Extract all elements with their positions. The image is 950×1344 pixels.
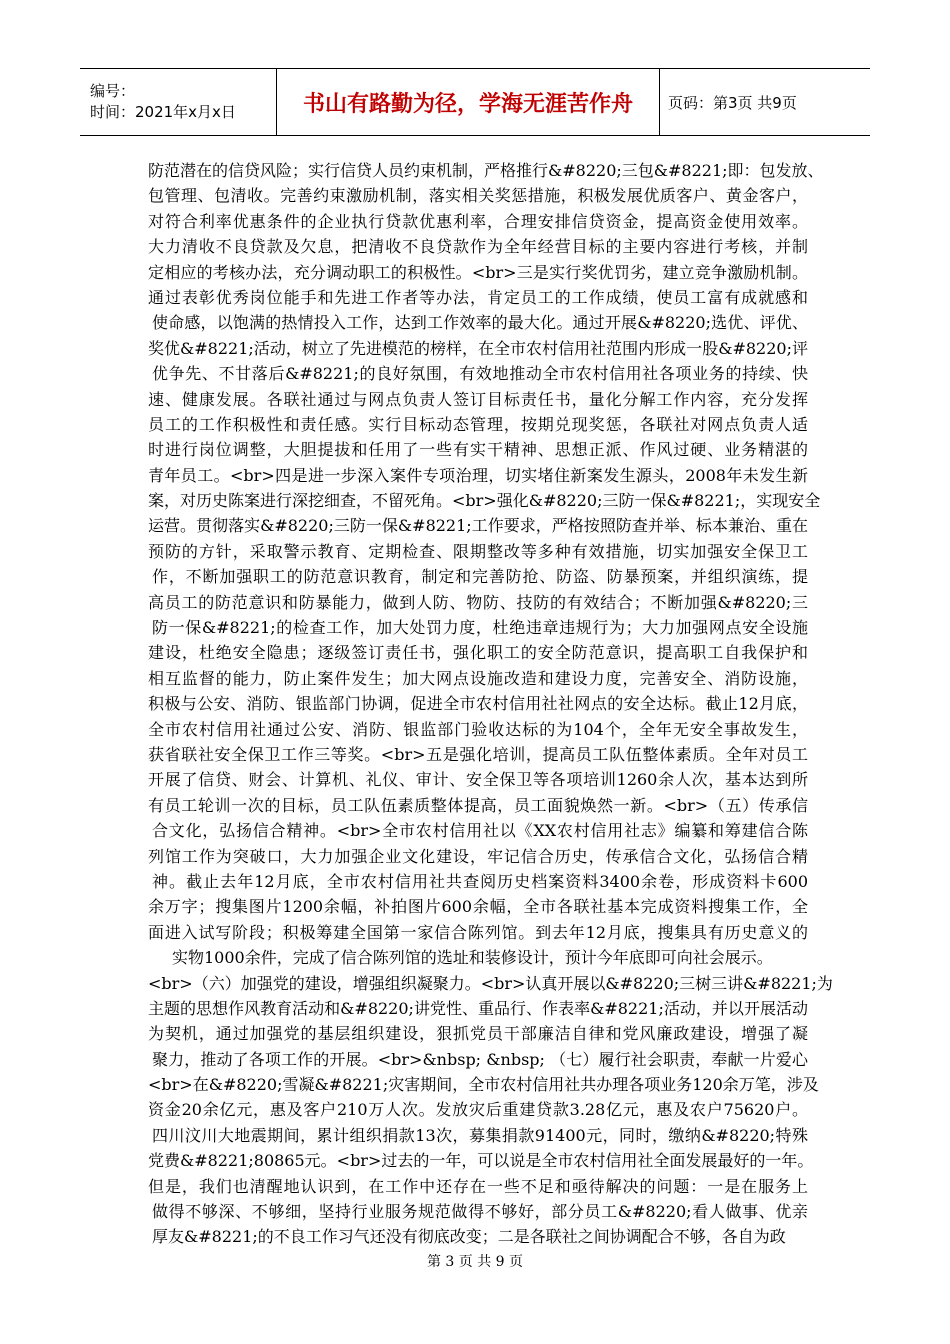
text-line: 包管理、包清收。完善约束激励机制，落实相关奖惩措施，积极发展优质客户、黄金客户， (148, 186, 808, 206)
text-line: 优争先、不甘落后&#8221;的良好氛围，有效地推动全市农村信用社各项业务的持续、快 (152, 364, 808, 384)
text-line: 建设，杜绝安全隐患；逐级签订责任书，强化职工的安全防范意识，提高职工自我保护和 (148, 643, 808, 663)
text-line: 聚力，推动了各项工作的开展。<br>&nbsp; &nbsp; （七）履行社会职责，奉献一片爱心 (152, 1049, 808, 1069)
text-line: 大力清收不良贷款及欠息，把清收不良贷款作为全年经营目标的主要内容进行考核，并制 (148, 237, 808, 257)
text-line: 做得不够深、不够细，坚持行业服务规范做得不够好，部分员工&#8220;看人做事、优亲 (152, 1202, 808, 1222)
header-meta (80, 69, 276, 135)
page-header (80, 68, 870, 136)
date-label: 时间：2021年x月x日 (90, 103, 236, 121)
text-line: 党费&#8221;80865元。<br>过去的一年，可以说是全市农村信用社全面发展最好的一年。 (148, 1151, 814, 1171)
text-line: 通过表彰优秀岗位能手和先进工作者等办法，肯定员工的工作成绩，使员工富有成就感和 (148, 287, 808, 307)
text-line: 余万字；搜集图片1200余幅，补拍图片600余幅，全市各联社基本完成资料搜集工作，全 (148, 897, 808, 917)
text-line: 案，对历史陈案进行深挖细查，不留死角。<br>强化&#8220;三防一保&#8221;，实现安全 (148, 491, 821, 511)
text-line: 作，不断加强职工的防范意识教育，制定和完善防抢、防盗、防暴预案，并组织演练，提 (152, 567, 808, 587)
text-line: 时进行岗位调整，大胆提拔和任用了一些有实干精神、思想正派、作风过硬、业务精湛的 (148, 440, 808, 460)
text-line: 速、健康发展。各联社通过与网点负责人签订目标责任书，量化分解工作内容，充分发挥 (148, 389, 808, 409)
text-line: 运营。贯彻落实&#8220;三防一保&#8221;工作要求，严格按照防查并举、标本兼治、重在 (148, 516, 808, 536)
text-line: 实物1000余件，完成了信合陈列馆的选址和装修设计，预计今年底即可向社会展示。 (172, 948, 773, 968)
text-line: 青年员工。<br>四是进一步深入案件专项治理，切实堵住新案发生源头，2008年未发生新 (148, 465, 808, 485)
text-line: 主题的思想作风教育活动和&#8220;讲党性、重品行、作表率&#8221;活动，并以开展活动 (148, 998, 808, 1018)
text-line: 合文化，弘扬信合精神。<br>全市农村信用社以《XX农村信用社志》编纂和筹建信合陈 (152, 821, 808, 841)
text-line: 使命感，以饱满的热情投入工作，达到工作效率的最大化。通过开展&#8220;选优、评优、 (152, 313, 808, 333)
text-line: 员工的工作积极性和责任感。实行目标动态管理，按期兑现奖惩，各联社对网点负责人适 (148, 414, 808, 434)
page-footer: 第 3 页 共 9 页 (426, 1254, 524, 1270)
text-line: 定相应的考核办法，充分调动职工的积极性。<br>三是实行奖优罚劣，建立竞争激励机制。 (148, 262, 808, 282)
text-line: 但是，我们也清醒地认识到，在工作中还存在一些不足和亟待解决的问题：一是在服务上 (148, 1176, 808, 1196)
text-line: 为契机，通过加强党的基层组织建设，狠抓党员干部廉洁自律和党风廉政建设，增强了凝 (148, 1024, 808, 1044)
text-line: 四川汶川大地震期间，累计组织捐款13次，募集捐款91400元，同时，缴纳&#8220;特殊 (152, 1125, 808, 1145)
text-line: 神。截止去年12月底，全市农村信用社共查阅历史档案资料3400余卷，形成资料卡600 (152, 871, 808, 891)
text-line: 积极与公安、消防、银监部门协调，促进全市农村信用社社网点的安全达标。截止12月底， (148, 694, 808, 714)
document-body (148, 158, 833, 1250)
text-line: 获省联社安全保卫工作三等奖。<br>五是强化培训，提高员工队伍整体素质。全年对员工 (148, 744, 808, 764)
number-label: 编号： (90, 82, 136, 100)
text-line: 相互监督的能力，防止案件发生；加大网点设施改造和建设力度，完善安全、消防设施， (148, 668, 808, 688)
text-line: 对符合利率优惠条件的企业执行贷款优惠利率，合理安排信贷资金，提高资金使用效率。 (148, 211, 808, 231)
text-line: 开展了信贷、财会、计算机、礼仪、审计、安全保卫等各项培训1260余人次，基本达到所 (148, 770, 808, 790)
text-line: 全市农村信用社通过公安、消防、银监部门验收达标的为104个，全年无安全事故发生， (148, 719, 808, 739)
text-line: 资金20余亿元，惠及客户210万人次。发放灾后重建贷款3.28亿元，惠及农户75620户。 (148, 1100, 808, 1120)
text-line: 有员工轮训一次的目标，员工队伍素质整体提高，员工面貌焕然一新。<br>（五）传承信 (148, 795, 808, 815)
text-line: <br>在&#8220;雪凝&#8221;灾害期间，全市农村信用社共办理各项业务120余万笔，涉及 (148, 1075, 819, 1095)
text-line: 高员工的防范意识和防暴能力，做到人防、物防、技防的有效结合；不断加强&#8220;三 (148, 592, 808, 612)
text-line: 防范潜在的信贷风险；实行信贷人员约束机制，严格推行&#8220;三包&#8221;即：包发放、 (148, 161, 824, 180)
text-line: 面进入试写阶段；积极筹建全国第一家信合陈列馆。到去年12月底，搜集具有历史意义的 (148, 922, 808, 942)
header-page-label: 页码：第3页 共9页 (668, 93, 797, 112)
text-line: 预防的方针，采取警示教育、定期检查、限期整改等多种有效措施，切实加强安全保卫工 (148, 541, 808, 561)
text-line: 防一保&#8221;的检查工作，加大处罚力度，杜绝违章违规行为；大力加强网点安全设施 (152, 618, 808, 638)
header-motto: 书山有路勤为径，学海无涯苦作舟 (276, 69, 660, 135)
text-line: 厚友&#8221;的不良工作习气还没有彻底改变；二是各联社之间协调配合不够，各自为政 (152, 1227, 786, 1247)
text-line: 奖优&#8221;活动，树立了先进模范的榜样，在全市农村信用社范围内形成一股&#8220;评 (148, 338, 808, 358)
text-line: <br>（六）加强党的建设，增强组织凝聚力。<br>认真开展以&#8220;三树三讲&#8221;为 (148, 973, 833, 993)
text-line: 列馆工作为突破口，大力加强企业文化建设，牢记信合历史，传承信合文化，弘扬信合精 (148, 846, 808, 866)
